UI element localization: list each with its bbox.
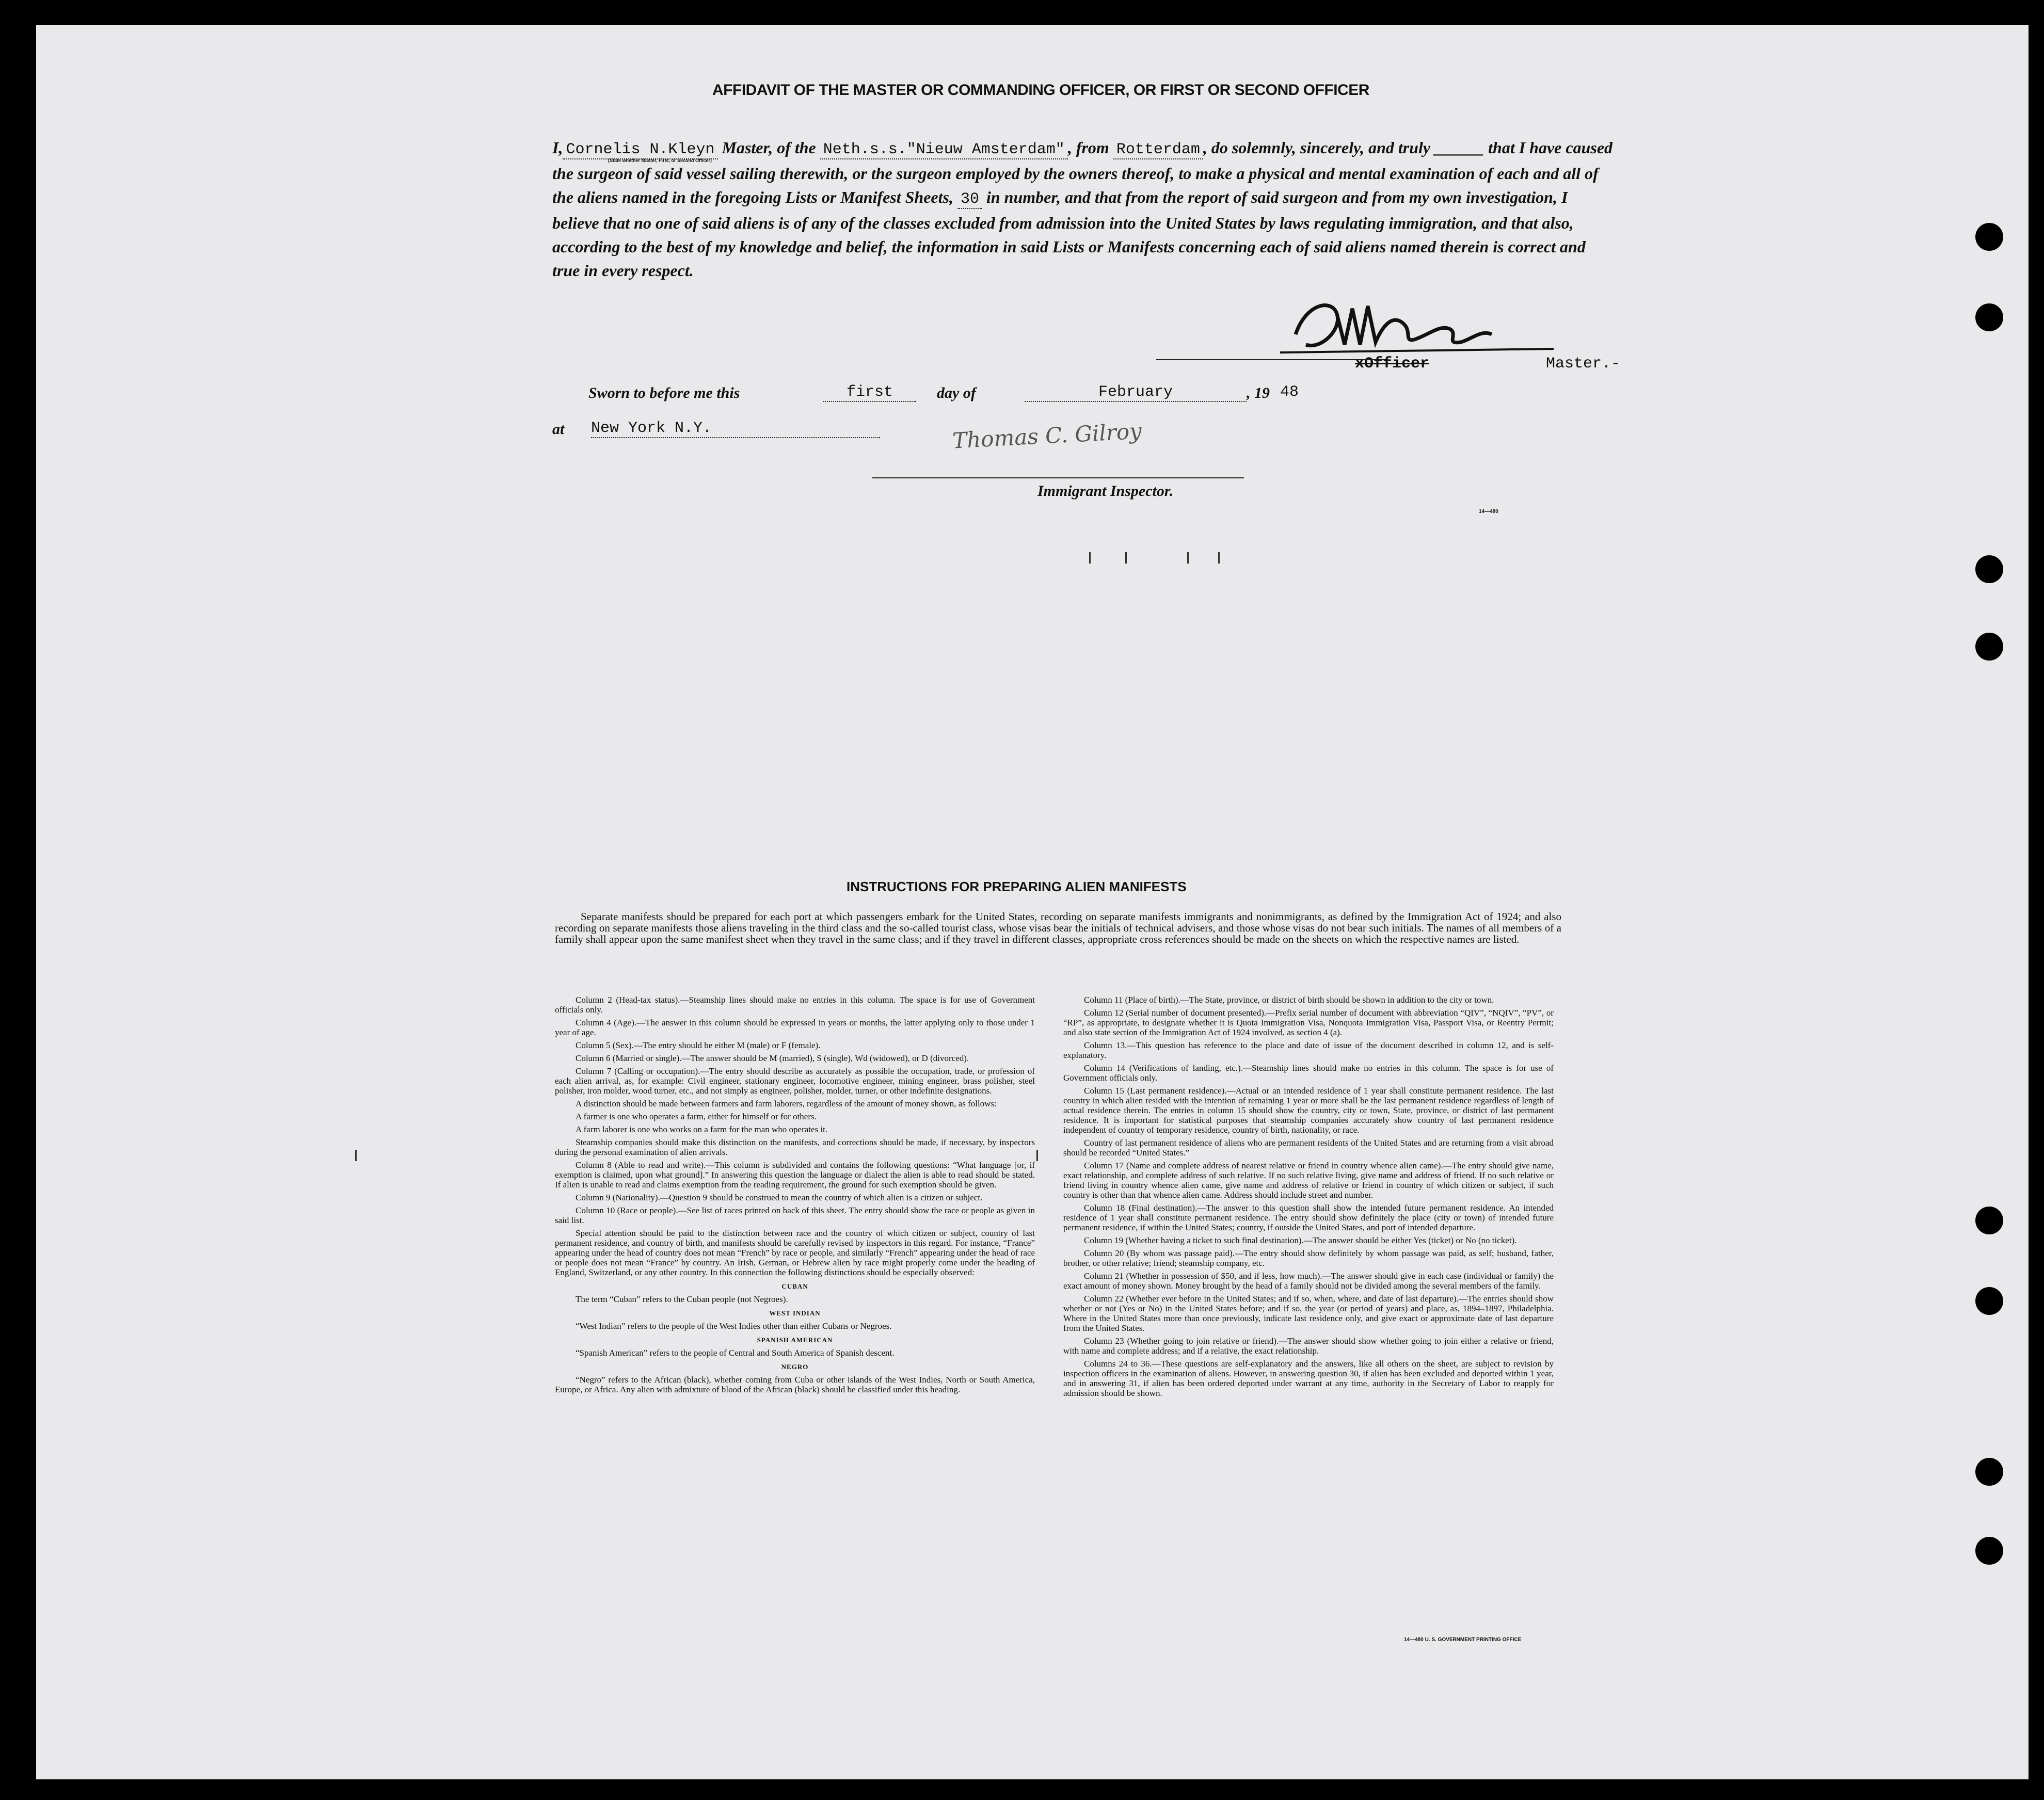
instruction-paragraph: Column 4 (Age).—The answer in this column should be expressed in years or months, the latter applying only to those under 1 year of age. bbox=[555, 1018, 1035, 1037]
instruction-paragraph: Column 10 (Race or people).—See list of races printed on back of this sheet. The entry should show the race or people as given in said list. bbox=[555, 1206, 1035, 1225]
affidavit-title: AFFIDAVIT OF THE MASTER OR COMMANDING OFFICER, OR FIRST OR SECOND OFFICER bbox=[712, 82, 1369, 99]
instruction-paragraph: Column 13.—This question has reference to the place and date of issue of the document described in column 12, and is self-explanatory. bbox=[1063, 1040, 1554, 1060]
instruction-paragraph: Column 19 (Whether having a ticket to such final destination).—The answer should be either Yes (ticket) or No (no ticket). bbox=[1084, 1235, 1517, 1245]
typewriter-mark bbox=[1036, 1150, 1038, 1161]
document-page bbox=[36, 25, 2029, 1779]
sworn-month: February bbox=[1025, 383, 1247, 402]
subheading-spanish-american: SPANISH AMERICAN bbox=[757, 1336, 833, 1344]
instructions-left-column bbox=[555, 995, 1035, 1397]
instruction-paragraph: Column 18 (Final destination).—The answer to this question shall show the intended future permanent residence. An intended residence of 1 year shall constitute permanent residence. The entry should show definitely the place (city or town) of intended future permanent residence, if within the United States; country, if outside the United States, and port of intended departure. bbox=[1063, 1203, 1554, 1232]
typewriter-mark bbox=[1125, 552, 1127, 564]
form-number: 14—480 bbox=[1479, 509, 1498, 515]
instruction-paragraph: Column 12 (Serial number of document presented).—Prefix serial number of document with abbreviation “QIV”, “NQIV”, “PV”, or “RP”, as appropriate, to designate whether it is Quota Immigration Visa, Nonquota Immigration Visa, Passport Visa, or Reentry Permit; and also state section of the Immigration Act of 1924 involved, as section 4 (a). bbox=[1063, 1008, 1554, 1037]
inspector-signature: Thomas C. Gilroy bbox=[951, 418, 1142, 454]
at-label: at bbox=[552, 421, 565, 438]
i-prefix: I, bbox=[552, 138, 563, 157]
subheading-west-indian: WEST INDIAN bbox=[769, 1309, 821, 1317]
instruction-paragraph: Column 11 (Place of birth).—The State, province, or district of birth should be shown in addition to the city or town. bbox=[1084, 995, 1494, 1005]
signature-title: Master.- bbox=[1546, 355, 1621, 373]
instruction-paragraph: Column 17 (Name and complete address of nearest relative or friend in country whence alien came).—The entry should give name, exact relationship, and complete address of such relative. If no such relative living, give name and address of friend. If no such relative or friend living in country whence alien came, give name and address of relative or friend in country of which citizen or subject, if such country is other than that whence alien came. Address should include street and number. bbox=[1063, 1161, 1554, 1200]
instruction-paragraph: Column 2 (Head-tax status).—Steamship lines should make no entries in this column. The space is for use of Government officials only. bbox=[555, 995, 1035, 1015]
year-suffix: 48 bbox=[1280, 383, 1299, 401]
punch-hole bbox=[1975, 1287, 2003, 1315]
instruction-paragraph: Country of last permanent residence of aliens who are permanent residents of the United States and are returning from a visit abroad should be recorded “United States.” bbox=[1063, 1138, 1554, 1158]
punch-hole bbox=[1975, 303, 2003, 331]
typewriter-mark bbox=[355, 1150, 357, 1161]
typewriter-mark bbox=[1187, 552, 1189, 564]
instruction-paragraph: Column 14 (Verifications of landing, etc.).—Steamship lines should make no entries in this column. The space is for use of Government officials only. bbox=[1063, 1063, 1554, 1083]
instruction-paragraph: “West Indian” refers to the people of the West Indies other than either Cubans or Negroes. bbox=[576, 1321, 892, 1331]
instruction-paragraph: “Negro” refers to the African (black), whether coming from Cuba or other islands of the West Indies, North or South America, Europe, or Africa. Any alien with admixture of blood of the African (black) should be classified under this heading. bbox=[555, 1375, 1035, 1394]
punch-hole bbox=[1975, 1537, 2003, 1565]
instructions-intro: Separate manifests should be prepared for each port at which passengers embark for the United States, recording on separate manifests immigrants and nonimmigrants, as defined by the Immigration Act of 1924; and also recording on separate manifests those aliens traveling in the third class and the so-called tourist class, whose visas bear the initials of technical advisers, and those whose visas do not bear such initials. The names of all members of a family shall appear upon the same manifest sheet when they travel in the same class; and if they travel in different classes, appropriate cross references should be made on the sheets on which the respective names are listed. bbox=[555, 910, 1561, 945]
rank-note: (State whether Master, First, or Second Officer) bbox=[608, 158, 712, 163]
punch-hole bbox=[1975, 1458, 2003, 1486]
punch-hole bbox=[1975, 633, 2003, 661]
instruction-paragraph: Column 15 (Last permanent residence).—Actual or an intended residence of 1 year shall constitute permanent residence. The last country in which alien resided with the intention of remaining 1 year or more shall be the last permanent residence regardless of length of actual residence therein. The entries in column 15 should show the country, city or town, State, province, or district of last permanent residence. It is important for statistical purposes that steamship companies accurately show country of last permanent residence independent of country of temporary residence, country of birth, nationality, or race. bbox=[1063, 1086, 1554, 1135]
typewriter-mark bbox=[1089, 552, 1091, 564]
port-name: Rotterdam bbox=[1113, 141, 1203, 159]
instructions-title: INSTRUCTIONS FOR PREPARING ALIEN MANIFESTS bbox=[847, 879, 1187, 894]
instruction-paragraph: “Spanish American” refers to the people of Central and South America of Spanish descent. bbox=[576, 1348, 895, 1358]
instruction-paragraph: Column 5 (Sex).—The entry should be either M (male) or F (female). bbox=[576, 1040, 821, 1050]
subheading-cuban: CUBAN bbox=[781, 1282, 808, 1290]
at-place: New York N.Y. bbox=[591, 420, 880, 438]
instruction-paragraph: Steamship companies should make this distinction on the manifests, and corrections should be made, if necessary, by inspectors during the personal examination of alien arrivals. bbox=[555, 1137, 1035, 1157]
from-label: , from bbox=[1067, 138, 1109, 157]
instruction-paragraph: A farmer is one who operates a farm, either for himself or for others. bbox=[576, 1112, 817, 1121]
instruction-paragraph: Column 8 (Able to read and write).—This column is subdivided and contains the following questions: “What language [or, if exemption is claimed, upon what ground].” In answering this question the language or dialect the alien is able to read should be stated. If alien is unable to read and claims exemption from the reading requirement, the ground for such exemption should be given. bbox=[555, 1160, 1035, 1190]
officer-name: Cornelis N.Kleyn bbox=[563, 141, 717, 159]
master-signature bbox=[1275, 293, 1564, 365]
instruction-paragraph: Columns 24 to 36.—These questions are self-explanatory and the answers, like all others on the sheet, are subject to revision by inspection officers in the examination of aliens. However, in answering question 30, if alien has been excluded and deported within 1 year, and in answering 31, if alien has been ordered deported under warrant at any time, authority in the Secretary of Labor to reapply for admission should be shown. bbox=[1063, 1359, 1554, 1398]
subheading-negro: NEGRO bbox=[781, 1363, 809, 1371]
master-of-label: Master, of the bbox=[722, 138, 816, 157]
punch-hole bbox=[1975, 223, 2003, 251]
instruction-paragraph: A distinction should be made between farmers and farm laborers, regardless of the amount of money shown, as follows: bbox=[576, 1099, 997, 1108]
instruction-paragraph: Column 20 (By whom was passage paid).—The entry should show definitely by whom passage was paid, as self; husband, father, brother, or other relative; friend; steamship company, etc. bbox=[1063, 1248, 1554, 1268]
printing-office-footer: 14—480 U. S. GOVERNMENT PRINTING OFFICE bbox=[1404, 1637, 1522, 1643]
inspector-signature-line bbox=[872, 477, 1244, 478]
affidavit-text-2: in number, and that from the report of said surgeon and from my own investigation, I believe that no one of said aliens is of any of the classes excluded from admission into the United States by laws regulating immigration, and that also, according to the best of my knowledge and belief, the information in said Lists or Manifests concerning each of said aliens named therein is correct and true in every respect. bbox=[552, 188, 1586, 280]
affidavit-text-1: that I have caused the surgeon of said vessel sailing therewith, or the surgeon employed by the owners thereof, to make a physical and mental examination of each and all of the aliens named in the foregoing Lists or Manifest Sheets, bbox=[552, 138, 1613, 206]
instruction-paragraph: Column 22 (Whether ever before in the United States; and if so, when, where, and date of last departure).—The entries should show whether or not (Yes or No) in the United States before; and if so, the year (or period of years) and place, as, 1894–1897, Philadelphia. Where in the United States more than once previously, indicate last residence only, and give exact or approximate date of last departure from the United States. bbox=[1063, 1294, 1554, 1333]
instruction-paragraph: Column 9 (Nationality).—Question 9 should be construed to mean the country of which alien is a citizen or subject. bbox=[576, 1193, 983, 1202]
do-label: , do bbox=[1203, 138, 1228, 157]
punch-hole bbox=[1975, 555, 2003, 583]
sworn-label: Sworn to before me this bbox=[588, 384, 740, 401]
instruction-paragraph: Column 23 (Whether going to join relative or friend).—The answer should show whether going to join either a relative or friend, with name and complete address; and if a relative, the exact relationship. bbox=[1063, 1336, 1554, 1356]
solemnly-text: solemnly, sincerely, and truly bbox=[1232, 138, 1431, 157]
signature-line bbox=[1156, 359, 1388, 360]
typewriter-mark bbox=[1218, 552, 1220, 564]
sheets-count: 30 bbox=[957, 190, 982, 209]
year-prefix: , 19 bbox=[1247, 384, 1270, 401]
day-of-label: day of bbox=[937, 384, 976, 401]
instruction-paragraph: Special attention should be paid to the distinction between race and the country of which citizen or subject, country of last permanent residence, and country of birth, and manifests should be carefully revised by inspectors in this regard. For instance, “France” appearing under the head of country does not mean “French” by race or people, and similarly “French” appearing under the head of race or people does not mean “France” by country. An Irish, German, or Hebrew alien by race might properly come under the heading of England, Switzerland, or any other country. In this connection the following distinctions should be especially observed: bbox=[555, 1228, 1035, 1277]
inspector-label: Immigrant Inspector. bbox=[1037, 483, 1174, 500]
instruction-paragraph: Column 21 (Whether in possession of $50, and if less, how much).—The answer should give in each case (individual or family) the exact amount of money shown. Money brought by the head of a family should not be divided among the several members of the family. bbox=[1063, 1271, 1554, 1291]
instructions-right-column bbox=[1063, 995, 1554, 1401]
instruction-paragraph: Column 6 (Married or single).—The answer should be M (married), S (single), Wd (widowed), or D (divorced). bbox=[576, 1053, 969, 1063]
instruction-paragraph: Column 7 (Calling or occupation).—The entry should describe as accurately as possible the occupation, trade, or profession of each alien arrival, as, for example: Civil engineer, stationary engineer, locomotive engineer, mining engineer, brass polisher, steel polisher, iron molder, wood turner, etc., and not simply as engineer, polisher, molder, turner, or other indefinite designations. bbox=[555, 1066, 1035, 1096]
instruction-paragraph: The term “Cuban” refers to the Cuban people (not Negroes). bbox=[576, 1294, 788, 1304]
struck-officer-title: xOfficer bbox=[1355, 355, 1430, 373]
instruction-paragraph: A farm laborer is one who works on a farm for the man who operates it. bbox=[576, 1124, 828, 1134]
punch-hole bbox=[1975, 1207, 2003, 1234]
affidavit-body: I, Cornelis N.Kleyn Master, of the Neth.s.s."Nieuw Amsterdam" , from Rotterdam , do solemnly, sincerely, and truly ______ that I have caused the surgeon of said vessel sailing therewith, or the surgeon employed by the owners thereof, to make a physical and mental examination of each and all of the aliens named in the foregoing Lists or Manifest Sheets, 30 in number, and that from the report of said surgeon and from my own investigation, I believe that no one of said aliens is of any of the classes excluded from admission into the United States by laws regulating immigration, and that also, according to the best of my knowledge and belief, the information in said Lists or Manifests concerning each of said aliens named therein is correct and true in every respect. bbox=[552, 138, 1613, 280]
sworn-day: first bbox=[823, 383, 916, 402]
vessel-name: Neth.s.s."Nieuw Amsterdam" bbox=[820, 141, 1068, 159]
